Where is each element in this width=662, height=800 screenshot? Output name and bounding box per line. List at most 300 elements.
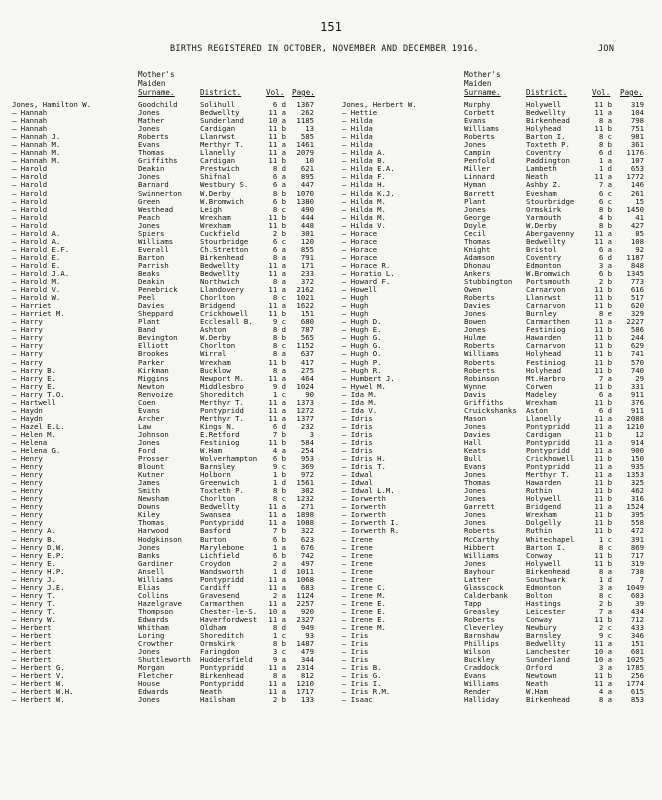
- page-ref: 1210: [626, 422, 644, 431]
- mothers-maiden-surname: Crowther: [138, 640, 174, 649]
- register-entry: [12, 471, 316, 479]
- entry-name: — Hannah: [12, 117, 48, 126]
- registration-district: Wrexham: [200, 358, 231, 367]
- register-entry: [12, 680, 316, 688]
- page-ref: 150: [630, 455, 644, 464]
- page-ref: 812: [300, 672, 314, 681]
- volume: 10 a: [268, 117, 286, 126]
- mothers-maiden-surname: Greasley: [464, 607, 500, 616]
- register-entry: [12, 359, 316, 367]
- register-entry: [342, 415, 654, 423]
- mothers-maiden-surname: Murphy: [464, 101, 491, 109]
- volume: 11 a: [594, 463, 612, 472]
- register-entry: [342, 141, 654, 149]
- entry-name: — Harold: [12, 221, 48, 230]
- page-ref: 479: [300, 648, 314, 657]
- page-ref: 302: [300, 487, 314, 496]
- register-entry: [342, 632, 654, 640]
- volume: 11 a: [268, 680, 286, 689]
- page-ref: 120: [300, 237, 314, 246]
- entry-name: — Henry A.: [12, 527, 56, 536]
- register-entry: [12, 254, 316, 262]
- registration-district: Carnarvon: [526, 302, 566, 311]
- page-header-col: Page.: [292, 88, 315, 97]
- registration-district: Pontypridd: [200, 664, 244, 673]
- page-ref: 623: [300, 535, 314, 544]
- register-entry: [12, 334, 316, 342]
- volume: 9 c: [272, 463, 286, 472]
- volume: 2 b: [272, 696, 286, 705]
- registration-district: Greenwich: [200, 479, 240, 488]
- page-ref: 787: [300, 326, 314, 335]
- volume: 11 b: [268, 221, 286, 230]
- mothers-maiden-surname: Peach: [138, 213, 160, 222]
- volume: 6 a: [272, 173, 286, 182]
- mothers-maiden-surname: Williams: [138, 575, 174, 584]
- registration-district: Westbury S.: [200, 181, 249, 190]
- register-entry: [12, 399, 316, 407]
- registration-district: Sunderland: [526, 656, 570, 665]
- volume: 6 d: [598, 253, 612, 262]
- mothers-maiden-surname: Roberts: [464, 342, 495, 351]
- page-ref: 434: [630, 607, 644, 616]
- register-entry: [342, 238, 654, 246]
- volume: 11 b: [594, 334, 612, 343]
- entry-name: — Irene E.: [342, 607, 386, 616]
- register-entry: [12, 503, 316, 511]
- registration-district: Bedwellty: [200, 109, 240, 118]
- entry-name: — Iris R.M.: [342, 688, 391, 697]
- register-entry: [342, 342, 654, 350]
- entry-name: — Herbert: [12, 632, 52, 641]
- page-ref: 29: [635, 374, 644, 383]
- page-ref: 584: [300, 438, 314, 447]
- mothers-maiden-surname: Garrett: [464, 503, 495, 512]
- register-entry: [12, 270, 316, 278]
- registration-district: Bucklow: [200, 366, 231, 375]
- register-entry: [342, 254, 654, 262]
- entry-name: — Helena G.: [12, 447, 61, 456]
- register-entry: [12, 294, 316, 302]
- register-entry: [12, 600, 316, 608]
- page-ref: 676: [300, 543, 314, 552]
- volume: 1 c: [272, 390, 286, 399]
- registration-district: Crickhowell: [526, 455, 575, 464]
- entry-name: — Henry B.: [12, 535, 56, 544]
- mothers-maiden-surname: Jones: [464, 422, 486, 431]
- volume: 11 b: [594, 527, 612, 536]
- mothers-maiden-surname: Evans: [138, 406, 160, 415]
- page-ref: 751: [630, 125, 644, 134]
- volume: 11 a: [268, 503, 286, 512]
- mothers-maiden-surname: Jones: [138, 696, 160, 705]
- volume: 2 b: [272, 229, 286, 238]
- registration-district: Ormskirk: [200, 640, 236, 649]
- mothers-maiden-surname: Everall: [138, 245, 169, 254]
- entry-name: — Harold: [12, 205, 48, 214]
- page-ref: 920: [300, 607, 314, 616]
- register-entry: [342, 230, 654, 238]
- mothers-maiden-surname: Fletcher: [138, 672, 174, 681]
- entry-name: — Isaac: [342, 696, 373, 705]
- mothers-maiden-surname: Jones: [464, 495, 486, 504]
- mothers-maiden-surname: Coen: [138, 398, 156, 407]
- page-ref: 1024: [296, 382, 314, 391]
- page-ref: 1068: [296, 575, 314, 584]
- entry-name: — Iris: [342, 648, 369, 657]
- register-entry: [12, 278, 316, 286]
- registration-district: Bolton: [526, 591, 553, 600]
- register-entry: [12, 181, 316, 189]
- registration-district: Hawarden: [526, 479, 562, 488]
- registration-district: W.Ham: [526, 688, 548, 697]
- register-entry: [342, 246, 654, 254]
- register-entry: [342, 270, 654, 278]
- page-ref: 10: [305, 157, 314, 166]
- page-ref: 41: [635, 213, 644, 222]
- registration-district: Bedwellty: [526, 640, 566, 649]
- registration-district: Chorlton: [200, 495, 236, 504]
- registration-district: Mt.Harbro: [526, 374, 566, 383]
- register-entry: [342, 334, 654, 342]
- registration-district: Llanelly: [200, 149, 236, 158]
- page-ref: 39: [635, 599, 644, 608]
- registration-district: Holywell: [526, 495, 562, 504]
- mothers-maiden-surname: Williams: [464, 680, 500, 689]
- mothers-maiden-surname: Roberts: [464, 133, 495, 142]
- entry-name: — Herbert W.: [12, 696, 65, 705]
- registration-district: Wirral: [200, 350, 227, 359]
- register-entry: [342, 302, 654, 310]
- page-ref: 2088: [626, 414, 644, 423]
- volume: 8 a: [272, 350, 286, 359]
- volume: 6 d: [272, 422, 286, 431]
- volume: 11 b: [268, 157, 286, 166]
- page-ref: 1785: [626, 664, 644, 673]
- page-ref: 1176: [626, 149, 644, 158]
- registration-district: Pontypridd: [200, 519, 244, 528]
- entry-name: — Henry: [12, 471, 43, 480]
- register-entry: [342, 471, 654, 479]
- page-ref: 395: [630, 511, 644, 520]
- page-ref: 433: [630, 624, 644, 633]
- registration-district: W.Ham: [200, 447, 222, 456]
- registration-district: Haverfordwest: [200, 616, 258, 624]
- mothers-maiden-surname: Loring: [138, 632, 165, 641]
- register-entry: [342, 326, 654, 334]
- volume: 8 c: [272, 342, 286, 351]
- page-ref: 490: [300, 205, 314, 214]
- mothers-maiden-surname: Jones: [138, 173, 160, 182]
- registration-district: Evesham: [526, 189, 557, 198]
- entry-name: — Harold: [12, 213, 48, 222]
- register-entry: [342, 431, 654, 439]
- registration-district: Bristol: [526, 245, 557, 254]
- mothers-maiden-surname: Roberts: [464, 527, 495, 536]
- registration-district: Dolgelly: [526, 519, 562, 528]
- registration-district: Hastings: [526, 599, 562, 608]
- register-entry: [342, 222, 654, 230]
- entry-name: — Idris: [342, 414, 373, 423]
- volume: 11 a: [268, 398, 286, 407]
- entry-name: — Idris H.: [342, 455, 386, 464]
- volume: 8 b: [598, 205, 612, 214]
- page-ref: 570: [630, 358, 644, 367]
- page-ref: 171: [300, 261, 314, 270]
- registration-district: Shoreditch: [200, 390, 244, 399]
- entry-name: — Irene: [342, 575, 373, 584]
- registration-district: Birkenhead: [526, 117, 570, 126]
- mothers-maiden-surname: Davies: [138, 302, 165, 311]
- registration-district: Newbury: [526, 624, 557, 633]
- registration-district: Orford: [526, 664, 553, 673]
- entry-name: — Hilda: [342, 117, 373, 126]
- entry-name: — Harry E.: [12, 374, 56, 383]
- entry-name: — Iris I.: [342, 680, 382, 689]
- page-ref: 1717: [296, 688, 314, 697]
- mothers-maiden-surname: Law: [138, 422, 152, 431]
- mothers-maiden-surname: Sheppard: [138, 310, 174, 319]
- register-entry: [342, 495, 654, 503]
- mothers-maiden-surname: Jones: [464, 487, 486, 496]
- register-entry: [12, 632, 316, 640]
- mothers-maiden-surname: Hall: [464, 438, 482, 447]
- register-entry: [12, 495, 316, 503]
- mothers-maiden-surname: Kiley: [138, 511, 160, 520]
- mothers-maiden-surname: Johnson: [138, 430, 169, 439]
- registration-district: Stourbridge: [200, 237, 249, 246]
- volume: 11 a: [594, 414, 612, 423]
- registration-district: Bedwellty: [200, 269, 240, 278]
- entry-name: — Ida M.: [342, 398, 378, 407]
- volume: 8 d: [272, 326, 286, 335]
- register-entry: [342, 608, 654, 616]
- register-entry: [342, 367, 654, 375]
- volume: 11 a: [268, 406, 286, 415]
- entry-name: — Horace: [342, 229, 378, 238]
- entry-name: — Hugh: [342, 302, 369, 311]
- entry-name: — Harry: [12, 350, 43, 359]
- mothers-maiden-surname: Deakin: [138, 278, 165, 287]
- volume: 10 a: [268, 607, 286, 616]
- entry-name: — Hilda F.: [342, 173, 386, 182]
- entry-name: — Harold: [12, 165, 48, 174]
- register-entry: [342, 206, 654, 214]
- mothers-maiden-surname: Hazelgrave: [138, 599, 182, 608]
- page-ref: 12: [635, 430, 644, 439]
- mothers-maiden-surname: Brookes: [138, 350, 169, 359]
- entry-name: — Harold M.: [12, 278, 61, 287]
- register-entry: [342, 439, 654, 447]
- registration-district: Burnley: [526, 310, 557, 319]
- mothers-maiden-surname: Jones: [464, 471, 486, 480]
- page-ref: 104: [630, 109, 644, 118]
- volume: 6 b: [272, 535, 286, 544]
- page-ref: 325: [630, 479, 644, 488]
- page-ref: 92: [635, 245, 644, 254]
- page-ref: 448: [300, 221, 314, 230]
- page-ref: 232: [300, 422, 314, 431]
- register-entry: [12, 198, 316, 206]
- entry-name: — Hilda: [342, 141, 373, 150]
- volume: 11 a: [268, 616, 286, 624]
- registration-district: Sunderland: [200, 117, 244, 126]
- page-ref: 773: [630, 278, 644, 287]
- entry-name: — Iris: [342, 632, 369, 641]
- entry-name: — Harold: [12, 197, 48, 206]
- entry-name: — Hannah M.: [12, 157, 61, 166]
- volume: 8 d: [272, 165, 286, 174]
- entry-name: — Howell: [342, 286, 378, 295]
- entry-name: — Herbert V.: [12, 672, 65, 681]
- volume: 1 c: [598, 535, 612, 544]
- page-ref: 346: [630, 632, 644, 641]
- volume: 11 b: [594, 350, 612, 359]
- registration-district: Birkenhead: [526, 567, 570, 576]
- page-ref: 683: [300, 583, 314, 592]
- mothers-maiden-surname: Davies: [464, 430, 491, 439]
- volume: 3 c: [272, 648, 286, 657]
- volume: 11 a: [268, 599, 286, 608]
- entry-name: — Hilda H.: [342, 181, 386, 190]
- register-entry: [12, 431, 316, 439]
- registration-district: Barton I.: [526, 543, 566, 552]
- registration-district: Toxteth P.: [526, 141, 570, 150]
- mothers-maiden-surname: Griffiths: [464, 398, 504, 407]
- page-ref: 151: [300, 310, 314, 319]
- registration-district: Hailsham: [200, 696, 236, 705]
- registration-district: Prestwich: [200, 165, 240, 174]
- volume: 2 a: [272, 591, 286, 600]
- mothers-maiden-surname: Elliott: [138, 342, 169, 351]
- entry-name: — Irene E.: [342, 616, 386, 624]
- entry-name: — Idwal: [342, 479, 373, 488]
- page-ref: 2162: [296, 286, 314, 295]
- page-ref: 90: [305, 390, 314, 399]
- entry-name: — Iris: [342, 656, 369, 665]
- volume: 11 a: [268, 269, 286, 278]
- mothers-maiden-surname: Jones: [138, 543, 160, 552]
- page-ref: 1272: [296, 406, 314, 415]
- volume: 3 a: [598, 583, 612, 592]
- volume: 8 a: [272, 672, 286, 681]
- register-entry: [342, 463, 654, 471]
- mothers-maiden-surname: Morgan: [138, 664, 165, 673]
- mothers-maiden-surname: Corbett: [464, 109, 495, 118]
- page-ref: 869: [630, 543, 644, 552]
- register-entry: [12, 230, 316, 238]
- volume: 4 a: [598, 688, 612, 697]
- registration-district: Barnsley: [526, 632, 562, 641]
- entry-name: — Henry: [12, 495, 43, 504]
- entry-name: — Hilda: [342, 125, 373, 134]
- mothers-maiden-surname: Jones: [138, 109, 160, 118]
- entry-name: — Iris G.: [342, 672, 382, 681]
- page-ref: 271: [300, 503, 314, 512]
- volume: 11 b: [594, 286, 612, 295]
- mothers-maiden-surname: Wynne: [464, 382, 486, 391]
- page-ref: 911: [630, 406, 644, 415]
- page-ref: 712: [630, 616, 644, 624]
- register-entry: [12, 536, 316, 544]
- register-entry: [342, 519, 654, 527]
- register-entry: [12, 511, 316, 519]
- register-entry: [12, 101, 316, 109]
- volume: 7 a: [598, 181, 612, 190]
- page-ref: 1049: [626, 583, 644, 592]
- register-entry: [12, 568, 316, 576]
- page-ref: 319: [630, 101, 644, 109]
- page-ref: 1088: [296, 519, 314, 528]
- entry-name: Jones, Herbert W.: [342, 101, 417, 109]
- mothers-maiden-surname: Jones: [138, 125, 160, 134]
- entry-name: — Helena: [12, 438, 48, 447]
- mothers-maiden-surname: Hibbert: [464, 543, 495, 552]
- register-entry: [342, 696, 654, 704]
- entry-name: — Harold E.: [12, 261, 61, 270]
- registration-district: Ruthin: [526, 487, 553, 496]
- entry-name: — Iorwerth I.: [342, 519, 400, 528]
- registration-district: W.Derby: [526, 221, 557, 230]
- page-ref: 275: [300, 366, 314, 375]
- volume: 11 b: [268, 358, 286, 367]
- entry-name: — Herbert: [12, 648, 52, 657]
- mothers-maiden-surname: House: [138, 680, 160, 689]
- mothers-maiden-surname: Elias: [138, 583, 160, 592]
- entry-name: — Hilda M.: [342, 197, 386, 206]
- registration-district: W.Bromwich: [200, 197, 244, 206]
- registration-district: Neath: [526, 680, 548, 689]
- entry-name: — Harry: [12, 318, 43, 327]
- register-entry: [342, 447, 654, 455]
- register-entry: [12, 214, 316, 222]
- registration-district: Holborn: [200, 471, 231, 480]
- registration-district: Birkenhead: [200, 672, 244, 681]
- page-ref: 1353: [626, 471, 644, 480]
- mothers-maiden-surname: Cleverley: [464, 624, 504, 633]
- volume: 6 a: [272, 245, 286, 254]
- mothers-maiden-surname: Hodgkinson: [138, 535, 182, 544]
- mothers-maiden-surname: Newton: [138, 382, 165, 391]
- mothers-maiden-surname: Evans: [464, 463, 486, 472]
- entry-name: — Harold E.F.: [12, 245, 70, 254]
- volume: 11 b: [594, 294, 612, 303]
- volume: 11 b: [594, 382, 612, 391]
- page-ref: 585: [300, 133, 314, 142]
- volume: 11 b: [594, 342, 612, 351]
- registration-district: Holyhead: [526, 366, 562, 375]
- mothers-maiden-surname: Jones: [464, 310, 486, 319]
- registration-district: Leigh: [200, 205, 222, 214]
- page-ref: 1185: [296, 117, 314, 126]
- register-entry: [342, 181, 654, 189]
- volume: 8 c: [598, 543, 612, 552]
- entry-name: — Horatio L.: [342, 269, 395, 278]
- entry-name: — Henry J.: [12, 575, 56, 584]
- register-entry: [342, 688, 654, 696]
- mothers-maiden-surname: Owen: [464, 286, 482, 295]
- entry-name: — Hannah: [12, 109, 48, 118]
- registration-district: Llanrwst: [526, 294, 562, 303]
- page-ref: 2257: [296, 599, 314, 608]
- volume: 11 a: [594, 237, 612, 246]
- mothers-maiden-surname: Parker: [138, 358, 165, 367]
- entry-name: — Horace R.: [342, 261, 391, 270]
- mothers-maiden-surname: Knight: [464, 245, 491, 254]
- register-entry: [12, 262, 316, 270]
- page-ref: 7: [639, 575, 644, 584]
- register-entry: [342, 262, 654, 270]
